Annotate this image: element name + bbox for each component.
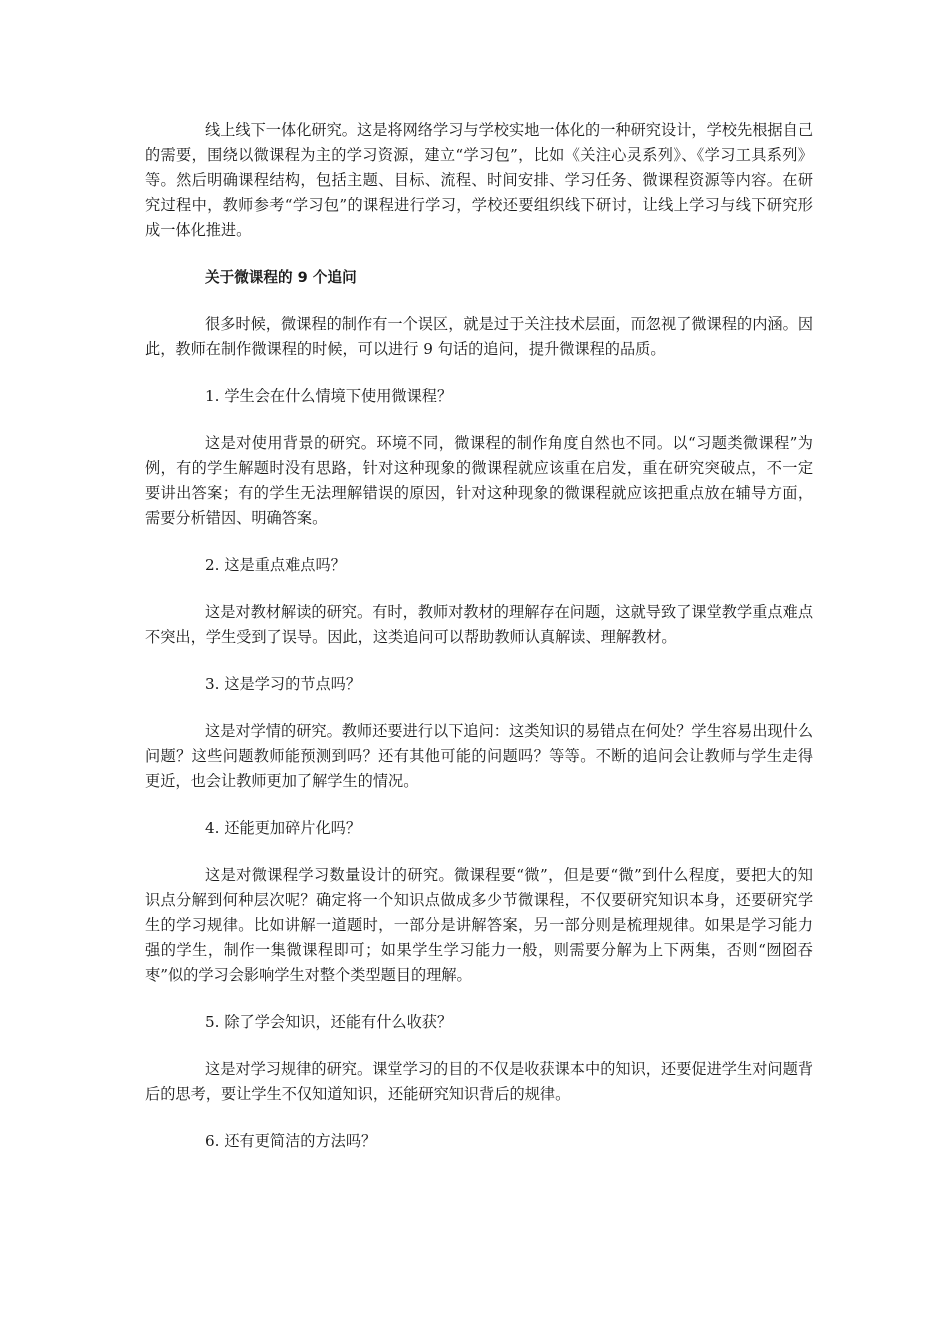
intro-paragraph: 线上线下一体化研究。这是将网络学习与学校实地一体化的一种研究设计，学校先根据自己的需要，围绕以微课程为主的学习资源，建立“学习包”，比如《关注心灵系列》、《学习工具系列》等。然后明确课程结构，包括主题、目标、流程、时间安排、学习任务、微课程资源等内容。在研究过程中，教师参考“学习包”的课程进行学习，学校还要组织线下研讨，让线上学习与线下研究形成一体化推进。 (145, 121, 813, 239)
question-1: 1. 学生会在什么情境下使用微课程？ (205, 387, 453, 405)
question-6: 6. 还有更简洁的方法吗？ (205, 1132, 377, 1150)
question-2: 2. 这是重点难点吗？ (205, 556, 346, 574)
answer-2: 这是对教材解读的研究。有时，教师对教材的理解存在问题，这就导致了课堂教学重点难点不突出，学生受到了误导。因此，这类追问可以帮助教师认真解读、理解教材。 (145, 603, 813, 646)
question-4: 4. 还能更加碎片化吗？ (205, 819, 362, 837)
document-page (145, 118, 813, 1176)
section-lead-paragraph: 很多时候，微课程的制作有一个误区，就是过于关注技术层面，而忽视了微课程的内涵。因此，教师在制作微课程的时候，可以进行 9 句话的追问，提升微课程的品质。 (145, 315, 813, 358)
answer-5: 这是对学习规律的研究。课堂学习的目的不仅是收获课本中的知识，还要促进学生对问题背后的思考，要让学生不仅知道知识，还能研究知识背后的规律。 (145, 1060, 813, 1103)
answer-1: 这是对使用背景的研究。环境不同，微课程的制作角度自然也不同。以“习题类微课程”为例，有的学生解题时没有思路，针对这种现象的微课程就应该重在启发，重在研究突破点，不一定要讲出答案；有的学生无法理解错误的原因，针对这种现象的微课程就应该把重点放在辅导方面，需要分析错因、明确答案。 (145, 434, 813, 527)
question-5: 5. 除了学会知识，还能有什么收获？ (205, 1013, 453, 1031)
section-heading: 关于微课程的 9 个追问 (205, 269, 357, 286)
answer-3: 这是对学情的研究。教师还要进行以下追问：这类知识的易错点在何处？学生容易出现什么问题？这些问题教师能预测到吗？还有其他可能的问题吗？等等。不断的追问会让教师与学生走得更近，也会让教师更加了解学生的情况。 (145, 722, 813, 790)
answer-4: 这是对微课程学习数量设计的研究。微课程要“微”，但是要“微”到什么程度，要把大的知识点分解到何种层次呢？确定将一个知识点做成多少节微课程，不仅要研究知识本身，还要研究学生的学习规律。比如讲解一道题时，一部分是讲解答案，另一部分则是梳理规律。如果是学习能力强的学生，制作一集微课程即可；如果学生学习能力一般，则需要分解为上下两集，否则“囫囵吞枣”似的学习会影响学生对整个类型题目的理解。 (145, 866, 813, 984)
question-3: 3. 这是学习的节点吗？ (205, 675, 362, 693)
